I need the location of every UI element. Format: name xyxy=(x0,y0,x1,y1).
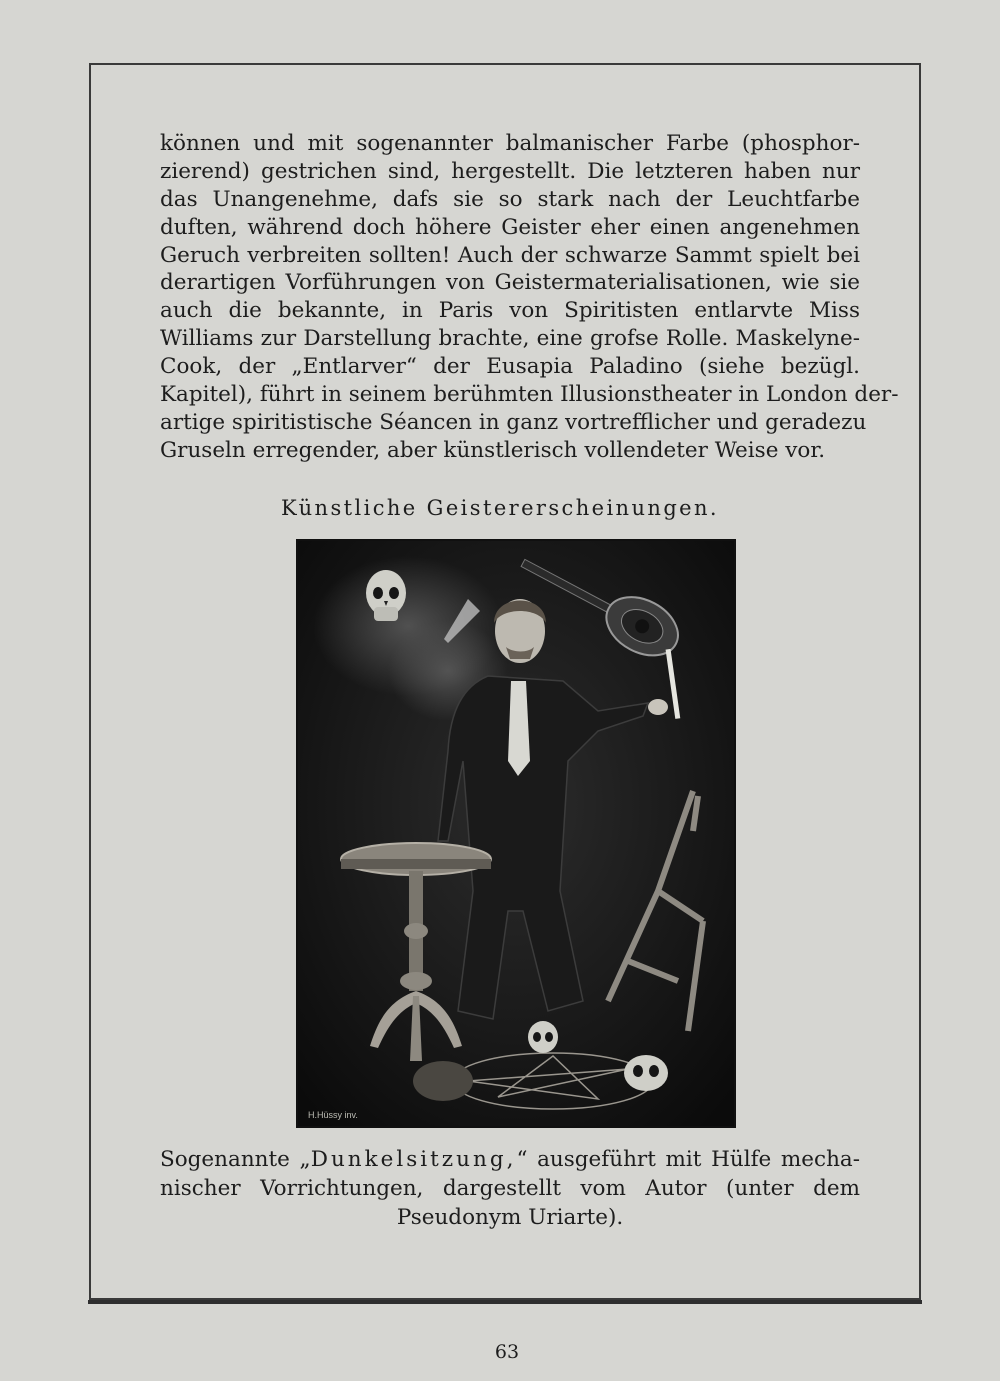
floor-skull-icon xyxy=(528,1021,558,1053)
body-line: Williams zur Darstellung brachte, eine grofse Rolle. Maskelyne- xyxy=(160,326,860,352)
body-line: Kapitel), führt in seinem berühmten Illusionstheater in London der- xyxy=(160,382,899,408)
caption-text: “ ausgeführt mit Hülfe mecha- xyxy=(516,1147,860,1172)
body-line: zierend) gestrichen sind, hergestellt. Die letzteren haben nur xyxy=(160,158,860,184)
figure-caption xyxy=(160,1145,860,1232)
caption-text: Sogenannte „ xyxy=(160,1147,311,1172)
body-line: können und mit sogenannter balmanischer Farbe (phosphor- xyxy=(160,131,860,156)
photo-signature: H.Hüssy inv. xyxy=(308,1110,358,1120)
figure-heading: Künstliche Geistererscheinungen. xyxy=(280,496,720,520)
caption-emphasis: Dunkelsitzung, xyxy=(310,1147,517,1172)
seance-photograph xyxy=(296,539,736,1128)
body-line: Geruch verbreiten sollten! Auch der schwarze Sammt spielt bei xyxy=(160,242,860,268)
bottom-rule xyxy=(88,1300,922,1304)
body-line: auch die bekannte, in Paris von Spiritisten entlarvte Miss xyxy=(160,298,860,324)
body-line: artige spiritistische Séancen in ganz vortrefflicher und geradezu xyxy=(160,409,867,435)
body-line: das Unangenehme, dafs sie so stark nach der Leuchtfarbe xyxy=(160,186,860,212)
floor-skull-icon xyxy=(624,1055,668,1091)
body-line: derartigen Vorführungen von Geistermaterialisationen, wie sie xyxy=(160,270,860,296)
page-number: 63 xyxy=(494,1341,520,1363)
caption-line xyxy=(160,1145,860,1174)
body-text xyxy=(160,130,899,465)
caption-line: nischer Vorrichtungen, dargestellt vom Autor (unter dem xyxy=(160,1176,860,1201)
body-line: Gruseln erregender, aber künstlerisch vollendeter Weise vor. xyxy=(160,437,826,463)
caption-line: Pseudonym Uriarte). xyxy=(396,1205,624,1230)
body-line: duften, während doch höhere Geister eher einen angenehmen xyxy=(160,214,860,240)
floor-stone xyxy=(413,1061,473,1101)
body-line: Cook, der „Entlarver“ der Eusapia Paladino (siehe bezügl. xyxy=(160,354,860,380)
